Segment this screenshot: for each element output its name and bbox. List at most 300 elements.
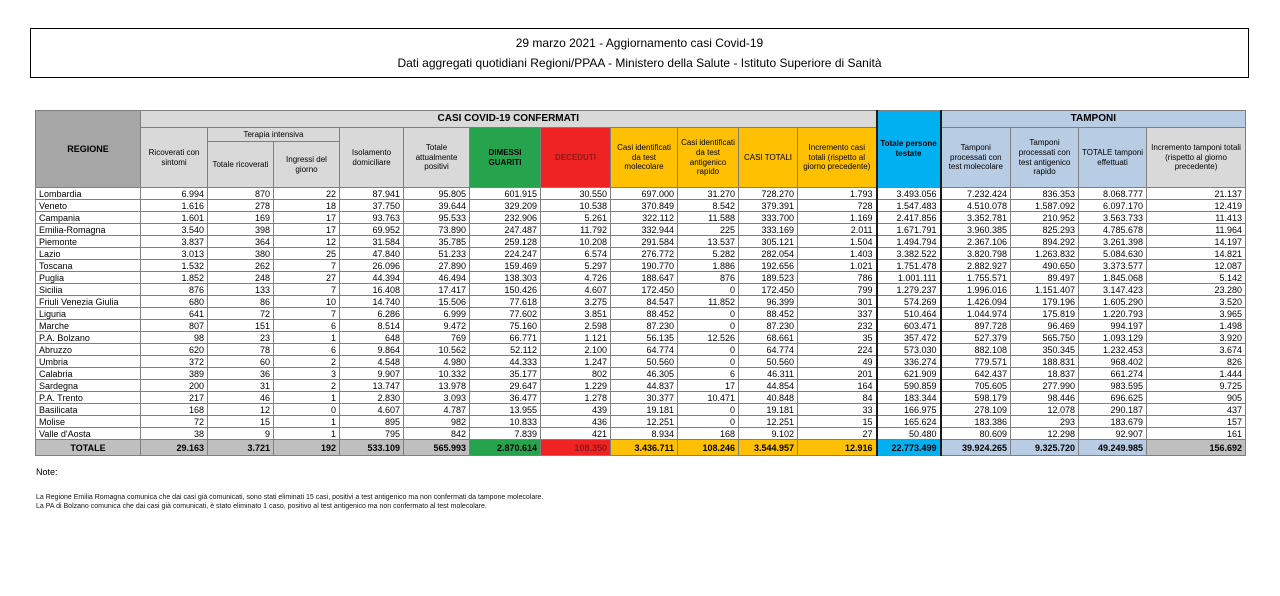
value-cell: 26.096 [340,260,404,272]
value-cell: 35 [798,332,877,344]
value-cell: 37.750 [340,200,404,212]
region-name-cell: P.A. Trento [36,392,141,404]
value-cell: 825.293 [1011,224,1079,236]
value-cell: 1.121 [541,332,611,344]
value-cell: 2.598 [541,320,611,332]
value-cell: 35.785 [404,236,470,248]
region-name-cell: Marche [36,320,141,332]
region-name-cell: Sardegna [36,380,141,392]
column-header-ingressi-del-giorno: Ingressi del giorno [274,142,340,188]
value-cell: 439 [541,404,611,416]
value-cell: 16.408 [340,284,404,296]
value-cell: 12.251 [611,416,678,428]
value-cell: 11.852 [678,296,739,308]
value-cell: 9.472 [404,320,470,332]
value-cell: 11.413 [1147,212,1246,224]
value-cell: 322.112 [611,212,678,224]
value-cell: 3.013 [141,248,208,260]
table-row [36,416,1246,428]
value-cell: 224.247 [470,248,541,260]
value-cell: 29.647 [470,380,541,392]
value-cell: 379.391 [739,200,798,212]
value-cell: 86 [208,296,274,308]
column-header-totale-tamponi: TOTALE tamponi effettuati [1079,128,1147,188]
column-header-ricoverati-con-sintomi: Ricoverati con sintomi [141,128,208,188]
value-cell: 728 [798,200,877,212]
value-cell: 64.774 [611,344,678,356]
value-cell: 598.179 [941,392,1011,404]
value-cell: 728.270 [739,188,798,200]
value-cell: 5.261 [541,212,611,224]
value-cell: 1.886 [678,260,739,272]
value-cell: 47.840 [340,248,404,260]
value-cell: 1.247 [541,356,611,368]
value-cell: 14.821 [1147,248,1246,260]
value-cell: 1.093.129 [1079,332,1147,344]
value-cell: 8.934 [611,428,678,440]
value-cell: 12 [274,236,340,248]
totals-value-cell: 39.924.265 [941,440,1011,456]
value-cell: 38 [141,428,208,440]
value-cell: 5.297 [541,260,611,272]
value-cell: 69.952 [340,224,404,236]
value-cell: 87.230 [739,320,798,332]
value-cell: 259.128 [470,236,541,248]
table-row [36,212,1246,224]
table-row [36,224,1246,236]
region-name-cell: Campania [36,212,141,224]
table-row [36,200,1246,212]
value-cell: 17 [274,212,340,224]
value-cell: 1.504 [798,236,877,248]
value-cell: 5.282 [678,248,739,260]
value-cell: 165.624 [877,416,941,428]
value-cell: 52.112 [470,344,541,356]
value-cell: 7 [274,260,340,272]
value-cell: 46 [208,392,274,404]
value-cell: 68.661 [739,332,798,344]
value-cell: 87.941 [340,188,404,200]
value-cell: 96.469 [1011,320,1079,332]
column-header-totale-ricoverati: Totale ricoverati [208,142,274,188]
value-cell: 84.547 [611,296,678,308]
value-cell: 92.907 [1079,428,1147,440]
value-cell: 232.906 [470,212,541,224]
table-row [36,428,1246,440]
column-header-casi-test-antigenico: Casi identificati da test antigenico rapido [678,128,739,188]
value-cell: 897.728 [941,320,1011,332]
value-cell: 75.160 [470,320,541,332]
value-cell: 12.078 [1011,404,1079,416]
value-cell: 1.845.068 [1079,272,1147,284]
totals-value-cell: 108.246 [678,440,739,456]
value-cell: 337 [798,308,877,320]
value-cell: 1.852 [141,272,208,284]
value-cell: 80.609 [941,428,1011,440]
value-cell: 9.725 [1147,380,1246,392]
value-cell: 1.751.478 [877,260,941,272]
region-name-cell: Calabria [36,368,141,380]
table-row [36,260,1246,272]
value-cell: 210.952 [1011,212,1079,224]
region-name-cell: Basilicata [36,404,141,416]
value-cell: 33 [798,404,877,416]
value-cell: 7.232.424 [941,188,1011,200]
value-cell: 1.232.453 [1079,344,1147,356]
value-cell: 3.093 [404,392,470,404]
value-cell: 290.187 [1079,404,1147,416]
value-cell: 6 [678,368,739,380]
value-cell: 7 [274,308,340,320]
value-cell: 12.251 [739,416,798,428]
value-cell: 36 [208,368,274,380]
value-cell: 73.890 [404,224,470,236]
region-name-cell: Liguria [36,308,141,320]
value-cell: 779.571 [941,356,1011,368]
value-cell: 3.920 [1147,332,1246,344]
value-cell: 14.740 [340,296,404,308]
value-cell: 642.437 [941,368,1011,380]
table-row [36,248,1246,260]
value-cell: 3.965 [1147,308,1246,320]
value-cell: 276.772 [611,248,678,260]
value-cell: 490.650 [1011,260,1079,272]
value-cell: 601.915 [470,188,541,200]
value-cell: 8.514 [340,320,404,332]
region-name-cell: Lombardia [36,188,141,200]
value-cell: 1.587.092 [1011,200,1079,212]
value-cell: 357.472 [877,332,941,344]
value-cell: 527.379 [941,332,1011,344]
value-cell: 3.373.577 [1079,260,1147,272]
table-row [36,320,1246,332]
value-cell: 573.030 [877,344,941,356]
value-cell: 50.560 [739,356,798,368]
value-cell: 183.386 [941,416,1011,428]
value-cell: 4.607 [541,284,611,296]
value-cell: 44.854 [739,380,798,392]
banner-date-line: 29 marzo 2021 - Aggiornamento casi Covid-19 [515,35,764,50]
value-cell: 3 [274,368,340,380]
value-cell: 168 [678,428,739,440]
value-cell: 19.181 [611,404,678,416]
value-cell: 4.607 [340,404,404,416]
value-cell: 192.656 [739,260,798,272]
value-cell: 3.147.423 [1079,284,1147,296]
value-cell: 183.344 [877,392,941,404]
table-row [36,392,1246,404]
group-header-casi-confermati: CASI COVID-19 CONFERMATI [141,111,877,128]
value-cell: 72 [208,308,274,320]
totals-value-cell: 533.109 [340,440,404,456]
value-cell: 8.068.777 [1079,188,1147,200]
value-cell: 6 [274,320,340,332]
group-header-terapia-intensiva: Terapia intensiva [208,128,340,142]
value-cell: 0 [274,404,340,416]
value-cell: 4.548 [340,356,404,368]
value-cell: 56.135 [611,332,678,344]
value-cell: 293 [1011,416,1079,428]
value-cell: 836.353 [1011,188,1079,200]
value-cell: 12.419 [1147,200,1246,212]
value-cell: 4.787 [404,404,470,416]
value-cell: 88.452 [739,308,798,320]
value-cell: 2.882.927 [941,260,1011,272]
value-cell: 13.747 [340,380,404,392]
value-cell: 1.671.791 [877,224,941,236]
value-cell: 77.602 [470,308,541,320]
region-name-cell: Lazio [36,248,141,260]
value-cell: 11.792 [541,224,611,236]
value-cell: 95.805 [404,188,470,200]
value-cell: 18 [274,200,340,212]
value-cell: 172.450 [739,284,798,296]
value-cell: 15 [208,416,274,428]
totals-value-cell: 3.436.711 [611,440,678,456]
value-cell: 6.994 [141,188,208,200]
value-cell: 1.605.290 [1079,296,1147,308]
value-cell: 13.537 [678,236,739,248]
value-cell: 661.274 [1079,368,1147,380]
value-cell: 620 [141,344,208,356]
value-cell: 1 [274,416,340,428]
value-cell: 6.097.170 [1079,200,1147,212]
value-cell: 6.574 [541,248,611,260]
value-cell: 0 [678,404,739,416]
value-cell: 1.755.571 [941,272,1011,284]
value-cell: 98 [141,332,208,344]
value-cell: 1.278 [541,392,611,404]
value-cell: 333.169 [739,224,798,236]
value-cell: 17.417 [404,284,470,296]
table-row [36,296,1246,308]
column-header-casi-totali: CASI TOTALI [739,128,798,188]
totals-value-cell: 9.325.720 [1011,440,1079,456]
value-cell: 380 [208,248,274,260]
value-cell: 2 [274,380,340,392]
value-cell: 894.292 [1011,236,1079,248]
value-cell: 3.520 [1147,296,1246,308]
table-header [36,111,1246,188]
value-cell: 1.793 [798,188,877,200]
totals-value-cell: 29.163 [141,440,208,456]
value-cell: 329.209 [470,200,541,212]
value-cell: 40.848 [739,392,798,404]
value-cell: 5.084.630 [1079,248,1147,260]
value-cell: 44.837 [611,380,678,392]
value-cell: 138.303 [470,272,541,284]
value-cell: 12.087 [1147,260,1246,272]
value-cell: 621.909 [877,368,941,380]
table-row [36,404,1246,416]
value-cell: 133 [208,284,274,296]
value-cell: 10.538 [541,200,611,212]
value-cell: 30.550 [541,188,611,200]
value-cell: 421 [541,428,611,440]
totals-value-cell: 156.692 [1147,440,1246,456]
value-cell: 3.493.056 [877,188,941,200]
column-header-tamponi-molecolare: Tamponi processati con test molecolare [941,128,1011,188]
value-cell: 2.417.856 [877,212,941,224]
value-cell: 1.426.094 [941,296,1011,308]
value-cell: 17 [678,380,739,392]
column-header-isolamento-domiciliare: Isolamento domiciliare [340,128,404,188]
value-cell: 10.208 [541,236,611,248]
value-cell: 157 [1147,416,1246,428]
table-row [36,332,1246,344]
value-cell: 150.426 [470,284,541,296]
value-cell: 17 [274,224,340,236]
value-cell: 21.137 [1147,188,1246,200]
table-row [36,368,1246,380]
totals-value-cell: 3.544.957 [739,440,798,456]
value-cell: 172.450 [611,284,678,296]
value-cell: 0 [678,356,739,368]
value-cell: 1.169 [798,212,877,224]
value-cell: 0 [678,308,739,320]
value-cell: 590.859 [877,380,941,392]
value-cell: 10 [274,296,340,308]
table-row [36,236,1246,248]
value-cell: 983.595 [1079,380,1147,392]
value-cell: 64.774 [739,344,798,356]
value-cell: 2.011 [798,224,877,236]
value-cell: 164 [798,380,877,392]
column-header-deceduti: DECEDUTI [541,128,611,188]
value-cell: 4.980 [404,356,470,368]
value-cell: 166.975 [877,404,941,416]
title-banner [30,28,1249,78]
value-cell: 0 [678,320,739,332]
region-name-cell: Abruzzo [36,344,141,356]
value-cell: 12.526 [678,332,739,344]
value-cell: 12.298 [1011,428,1079,440]
value-cell: 603.471 [877,320,941,332]
region-name-cell: Friuli Venezia Giulia [36,296,141,308]
value-cell: 36.477 [470,392,541,404]
value-cell: 795 [340,428,404,440]
region-name-cell: Toscana [36,260,141,272]
value-cell: 1.151.407 [1011,284,1079,296]
value-cell: 188.831 [1011,356,1079,368]
table-row [36,380,1246,392]
value-cell: 1.547.483 [877,200,941,212]
column-header-incremento-casi: Incremento casi totali (rispetto al giorno precedente) [798,128,877,188]
value-cell: 84 [798,392,877,404]
value-cell: 278 [208,200,274,212]
value-cell: 151 [208,320,274,332]
table-footer [36,440,1246,456]
value-cell: 0 [678,284,739,296]
value-cell: 188.647 [611,272,678,284]
value-cell: 1.498 [1147,320,1246,332]
value-cell: 50.560 [611,356,678,368]
value-cell: 93.763 [340,212,404,224]
value-cell: 89.497 [1011,272,1079,284]
notes-section [36,467,1236,511]
table-row [36,284,1246,296]
value-cell: 18.837 [1011,368,1079,380]
value-cell: 39.644 [404,200,470,212]
value-cell: 44.394 [340,272,404,284]
value-cell: 247.487 [470,224,541,236]
value-cell: 44.333 [470,356,541,368]
value-cell: 697.000 [611,188,678,200]
region-name-cell: Molise [36,416,141,428]
region-name-cell: P.A. Bolzano [36,332,141,344]
totals-value-cell: 22.773.499 [877,440,941,456]
value-cell: 802 [541,368,611,380]
value-cell: 876 [678,272,739,284]
column-header-dimessi-guariti: DIMESSI GUARITI [470,128,541,188]
value-cell: 0 [678,344,739,356]
value-cell: 1.044.974 [941,308,1011,320]
column-header-tamponi-antigenico: Tamponi processati con test antigenico rapido [1011,128,1079,188]
value-cell: 262 [208,260,274,272]
value-cell: 46.494 [404,272,470,284]
value-cell: 77.618 [470,296,541,308]
value-cell: 6 [274,344,340,356]
value-cell: 2.830 [340,392,404,404]
value-cell: 168 [141,404,208,416]
value-cell: 364 [208,236,274,248]
value-cell: 31 [208,380,274,392]
value-cell: 1.494.794 [877,236,941,248]
value-cell: 870 [208,188,274,200]
totals-value-cell: 12.916 [798,440,877,456]
region-name-cell: Valle d'Aosta [36,428,141,440]
value-cell: 5.142 [1147,272,1246,284]
value-cell: 370.849 [611,200,678,212]
value-cell: 3.352.781 [941,212,1011,224]
value-cell: 336.274 [877,356,941,368]
value-cell: 641 [141,308,208,320]
value-cell: 4.510.078 [941,200,1011,212]
value-cell: 232 [798,320,877,332]
value-cell: 574.269 [877,296,941,308]
value-cell: 994.197 [1079,320,1147,332]
value-cell: 98.446 [1011,392,1079,404]
value-cell: 291.584 [611,236,678,248]
group-header-tamponi: TAMPONI [941,111,1246,128]
value-cell: 565.750 [1011,332,1079,344]
value-cell: 4.785.678 [1079,224,1147,236]
value-cell: 6.286 [340,308,404,320]
totals-value-cell: 192 [274,440,340,456]
value-cell: 25 [274,248,340,260]
value-cell: 9.102 [739,428,798,440]
value-cell: 301 [798,296,877,308]
value-cell: 0 [678,416,739,428]
value-cell: 183.679 [1079,416,1147,428]
value-cell: 398 [208,224,274,236]
value-cell: 968.402 [1079,356,1147,368]
banner-source-line: Dati aggregati quotidiani Regioni/PPAA - Ministero della Salute - Istituto Superiore di Sanità [397,56,882,71]
value-cell: 705.605 [941,380,1011,392]
value-cell: 179.196 [1011,296,1079,308]
value-cell: 2.367.106 [941,236,1011,248]
value-cell: 96.399 [739,296,798,308]
value-cell: 3.275 [541,296,611,308]
value-cell: 49 [798,356,877,368]
totals-value-cell: 108.350 [541,440,611,456]
region-name-cell: Veneto [36,200,141,212]
region-name-cell: Emilia-Romagna [36,224,141,236]
value-cell: 225 [678,224,739,236]
value-cell: 15.506 [404,296,470,308]
value-cell: 277.990 [1011,380,1079,392]
table-row [36,272,1246,284]
